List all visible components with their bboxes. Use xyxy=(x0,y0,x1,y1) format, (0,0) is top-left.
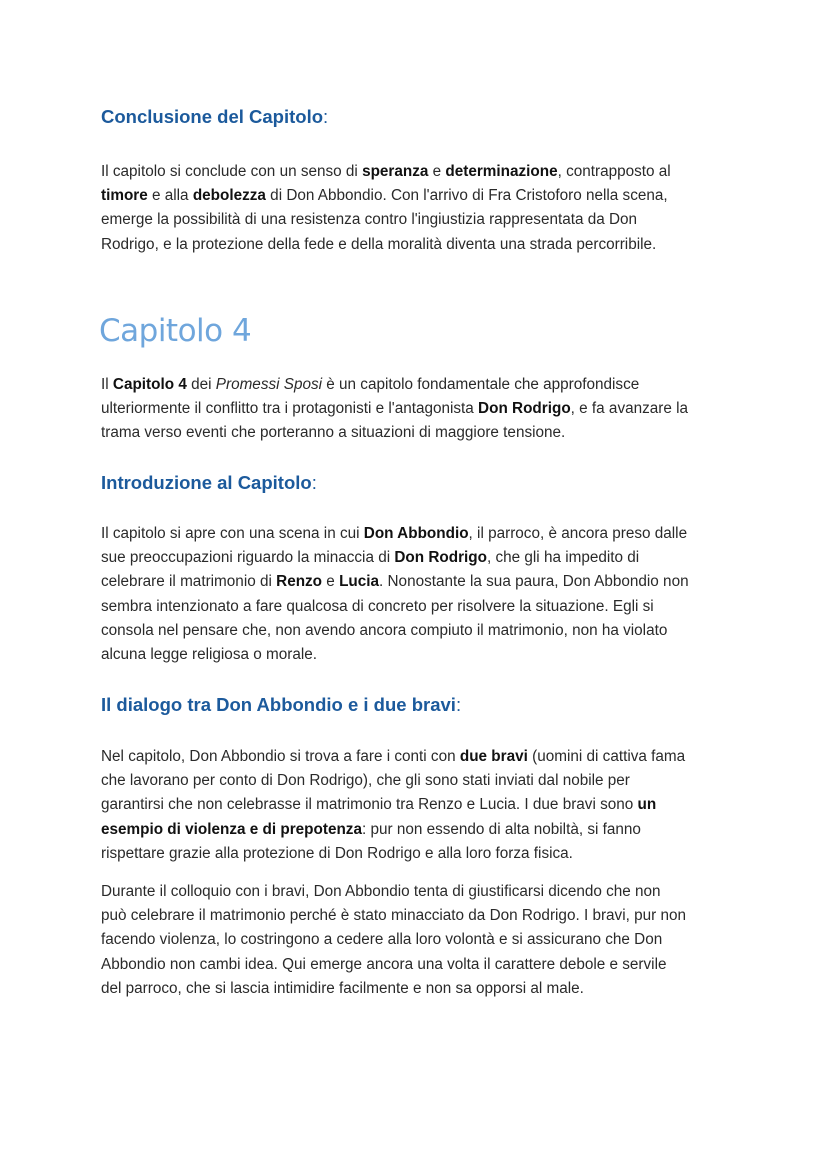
text-segment: emerge la possibilità di una resistenza contro l'ingiustizia rappresentata da Don xyxy=(101,211,638,229)
bold-text: due bravi xyxy=(459,748,528,765)
text-line xyxy=(101,546,689,570)
text-line xyxy=(101,793,685,817)
paragraph-conclusione xyxy=(101,160,671,257)
text-segment: , il parroco, è ancora preso dalle xyxy=(468,525,688,542)
text-segment: garantirsi che non celebrasse il matrimonio tra Renzo e Lucia. I due bravi sono xyxy=(101,796,638,814)
text-line xyxy=(101,643,689,667)
text-line xyxy=(101,928,686,952)
text-segment: che lavorano per conto di Don Rodrigo), che gli sono stati inviati dal nobile per xyxy=(101,772,630,790)
text-segment: Il capitolo si conclude con un senso di xyxy=(101,163,363,180)
text-segment: è un capitolo fondamentale che approfondisce xyxy=(322,376,640,393)
text-segment: trama verso eventi che porteranno a situazioni di maggiore tensione. xyxy=(101,424,566,442)
text-line xyxy=(101,522,689,546)
bold-text: determinazione xyxy=(445,163,558,180)
bold-text: Capitolo 4 xyxy=(112,376,187,393)
text-segment: (uomini di cattiva fama xyxy=(527,748,686,765)
paragraph-introduzione xyxy=(101,522,689,667)
text-line xyxy=(101,880,686,904)
bold-text: debolezza xyxy=(192,187,266,205)
bold-text: Don Rodrigo xyxy=(394,549,487,567)
text-line xyxy=(101,619,689,643)
text-line xyxy=(101,769,685,793)
text-segment: : pur non essendo di alta nobiltà, si fanno xyxy=(361,820,641,838)
text-segment: sue preoccupazioni riguardo la minaccia di xyxy=(101,549,395,567)
text-segment: di Don Abbondio. Con l'arrivo di Fra Cristoforo nella scena, xyxy=(265,187,668,205)
text-segment: rispettare grazie alla protezione di Don Rodrigo e alla loro forza fisica. xyxy=(101,844,573,862)
text-segment: Durante il colloquio con i bravi, Don Abbondio tenta di giustificarsi dicendo che non xyxy=(101,883,661,900)
text-segment: , e fa avanzare la xyxy=(570,400,689,418)
text-line xyxy=(101,397,688,421)
text-segment: Abbondio non cambi idea. Qui emerge ancora una volta il carattere debole e servile xyxy=(101,955,667,973)
text-line xyxy=(101,842,685,866)
bold-text: Renzo xyxy=(276,573,323,591)
text-segment: celebrare il matrimonio di xyxy=(101,573,277,591)
bold-text: speranza xyxy=(362,163,429,180)
bold-text: esempio di violenza e di prepotenza xyxy=(101,820,362,838)
bold-text: timore xyxy=(101,187,148,205)
text-segment: consola nel pensare che, non avendo ancora compiuto il matrimonio, non ha violato xyxy=(101,621,668,639)
text-line xyxy=(101,421,688,445)
heading-dialogo xyxy=(101,694,461,716)
text-line xyxy=(101,745,685,769)
text-segment: . Nonostante la sua paura, Don Abbondio non xyxy=(379,573,689,591)
text-line xyxy=(101,570,689,594)
text-segment: ulteriormente il conflitto tra i protagonisti e l'antagonista xyxy=(101,400,479,418)
paragraph-dialogo-1 xyxy=(101,745,685,866)
text-segment: e xyxy=(428,163,446,180)
heading-colon: : xyxy=(311,472,317,493)
bold-text: Lucia xyxy=(339,573,380,591)
heading-colon: : xyxy=(323,106,329,127)
text-line xyxy=(101,953,686,977)
text-line xyxy=(101,977,686,1001)
text-segment: dei xyxy=(186,376,216,393)
bold-text: un xyxy=(637,796,657,814)
paragraph-intro-capitolo-4 xyxy=(101,373,688,446)
text-line xyxy=(101,818,685,842)
text-segment: Rodrigo, e la protezione della fede e della moralità diventa una strada percorribile. xyxy=(101,235,657,253)
paragraph-dialogo-2 xyxy=(101,880,686,1001)
title-capitolo-4: Capitolo 4 xyxy=(99,313,252,349)
text-line xyxy=(101,373,688,397)
heading-colon: : xyxy=(455,694,462,715)
text-segment: , che gli ha impedito di xyxy=(486,549,640,567)
text-line xyxy=(101,184,671,208)
text-line xyxy=(101,904,686,928)
text-segment: , contrapposto al xyxy=(557,163,671,180)
bold-text: Don Abbondio xyxy=(363,525,469,542)
text-segment: alcuna legge religiosa o morale. xyxy=(101,646,317,664)
text-line xyxy=(101,233,671,257)
text-segment: può celebrare il matrimonio perché è stato minacciato da Don Rodrigo. I bravi, pur non xyxy=(101,907,686,925)
text-segment: Il capitolo si apre con una scena in cui xyxy=(101,525,364,542)
text-segment: Il xyxy=(101,376,113,393)
bold-text: Don Rodrigo xyxy=(478,400,571,418)
heading-text: Il dialogo tra Don Abbondio e i due bravi xyxy=(101,694,456,715)
text-line xyxy=(101,160,671,184)
text-segment: sembra intenzionato a fare qualcosa di concreto per risolvere la situazione. Egli si xyxy=(101,597,654,615)
text-segment: e xyxy=(322,573,340,591)
text-segment: facendo violenza, lo costringono a cedere alla loro volontà e si assicurano che Don xyxy=(101,931,663,949)
heading-introduzione xyxy=(101,472,317,494)
text-segment: Nel capitolo, Don Abbondio si trova a fare i conti con xyxy=(101,748,460,765)
text-segment: e alla xyxy=(147,187,193,205)
text-line xyxy=(101,208,671,232)
heading-conclusione xyxy=(101,106,328,128)
text-line xyxy=(101,595,689,619)
text-segment: del parroco, che si lascia intimidire facilmente e non sa opporsi al male. xyxy=(101,979,584,997)
italic-text: Promessi Sposi xyxy=(215,376,323,393)
heading-text: Conclusione del Capitolo xyxy=(101,106,324,127)
heading-text: Introduzione al Capitolo xyxy=(101,472,312,493)
